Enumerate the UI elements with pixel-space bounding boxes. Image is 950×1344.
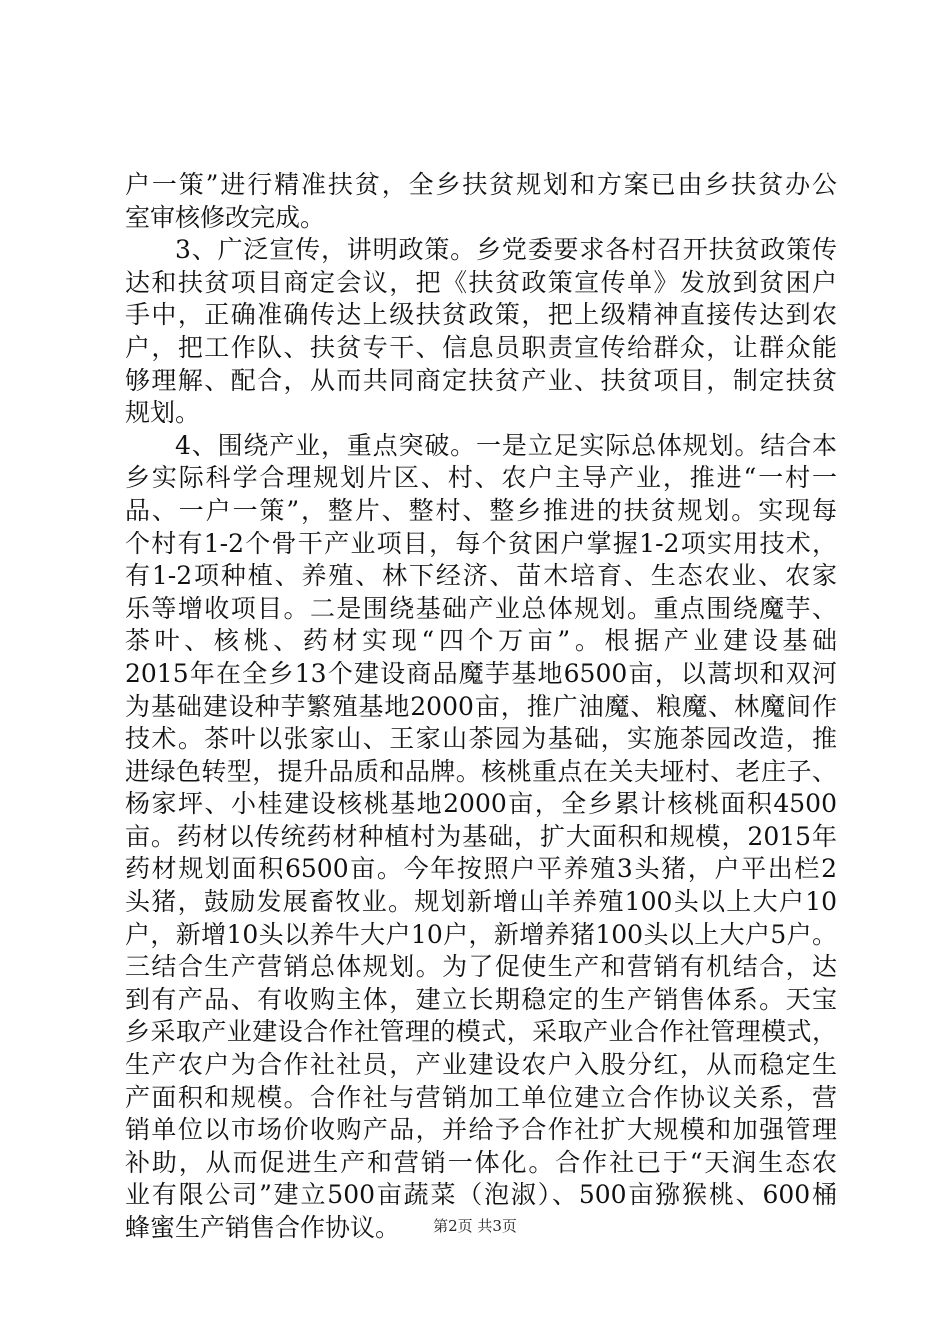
text-line: 茶叶、核桃、药材实现“四个万亩”。根据产业建设基础 xyxy=(125,626,837,656)
text-line: 进绿色转型，提升品质和品牌。核桃重点在关夫垭村、老庄子、 xyxy=(125,756,837,786)
text-line: 乡实际科学合理规划片区、村、农户主导产业，推进“一村一 xyxy=(125,463,837,493)
text-line: 乡采取产业建设合作社管理的模式，采取产业合作社管理模式， xyxy=(125,1017,837,1047)
paragraph-start-line: 4、围绕产业，重点突破。一是立足实际总体规划。结合本 xyxy=(175,430,837,460)
text-line: 业有限公司”建立500亩蔬菜（泡淑）、500亩猕猴桃、600桶 xyxy=(125,1180,837,1210)
text-line: 生产农户为合作社社员，产业建设农户入股分红，从而稳定生 xyxy=(125,1050,837,1080)
text-line: 杨家坪、小桂建设核桃基地2000亩，全乡累计核桃面积4500 xyxy=(125,789,837,819)
text-line: 销单位以市场价收购产品，并给予合作社扩大规模和加强管理 xyxy=(125,1115,837,1145)
page-footer: 第2页 共3页 xyxy=(433,1217,517,1235)
text-line: 户一策”进行精准扶贫，全乡扶贫规划和方案已由乡扶贫办公 xyxy=(125,170,837,199)
text-line: 为基础建设种芋繁殖基地2000亩，推广油魔、粮魔、林魔间作 xyxy=(125,691,837,721)
text-line: 规划。 xyxy=(125,398,201,428)
text-line: 2015年在全乡13个建设商品魔芋基地6500亩，以蒿坝和双河 xyxy=(125,658,837,688)
text-line: 品、一户一策”，整片、整村、整乡推进的扶贫规划。实现每 xyxy=(125,495,837,525)
body-text xyxy=(125,169,837,1245)
text-line: 乐等增收项目。二是围绕基础产业总体规划。重点围绕魔芋、 xyxy=(125,593,837,623)
text-line: 到有产品、有收购主体，建立长期稳定的生产销售体系。天宝 xyxy=(125,984,837,1014)
text-line: 亩。药材以传统药材种植村为基础，扩大面积和规模，2015年 xyxy=(125,821,837,851)
text-line: 补助，从而促进生产和营销一体化。合作社已于“天润生态农 xyxy=(125,1147,837,1177)
text-line: 蜂蜜生产销售合作协议。 xyxy=(125,1213,401,1242)
paragraph-start-line: 3、广泛宣传，讲明政策。乡党委要求各村召开扶贫政策传 xyxy=(175,235,837,265)
text-line: 户，把工作队、扶贫专干、信息员职责宣传给群众，让群众能 xyxy=(125,332,837,362)
text-line: 达和扶贫项目商定会议，把《扶贫政策宣传单》发放到贫困户 xyxy=(125,267,837,297)
text-line: 有1-2项种植、养殖、林下经济、苗木培育、生态农业、农家 xyxy=(125,561,837,591)
text-line: 三结合生产营销总体规划。为了促使生产和营销有机结合，达 xyxy=(125,952,837,982)
text-line: 药材规划面积6500亩。今年按照户平养殖3头猪，户平出栏2 xyxy=(125,854,837,884)
text-line: 室审核修改完成。 xyxy=(125,202,326,232)
text-line: 产面积和规模。合作社与营销加工单位建立合作协议关系，营 xyxy=(125,1082,837,1112)
text-line: 够理解、配合，从而共同商定扶贫产业、扶贫项目，制定扶贫 xyxy=(125,365,837,395)
text-line: 手中，正确准确传达上级扶贫政策，把上级精神直接传达到农 xyxy=(125,300,837,330)
text-line: 个村有1-2个骨干产业项目，每个贫困户掌握1-2项实用技术， xyxy=(125,528,837,558)
text-line: 头猪，鼓励发展畜牧业。规划新增山羊养殖100头以上大户10 xyxy=(125,887,837,917)
text-line: 户，新增10头以养牛大户10户，新增养猪100头以上大户5户。 xyxy=(125,919,837,949)
text-line: 技术。茶叶以张家山、王家山茶园为基础，实施茶园改造，推 xyxy=(125,724,837,754)
